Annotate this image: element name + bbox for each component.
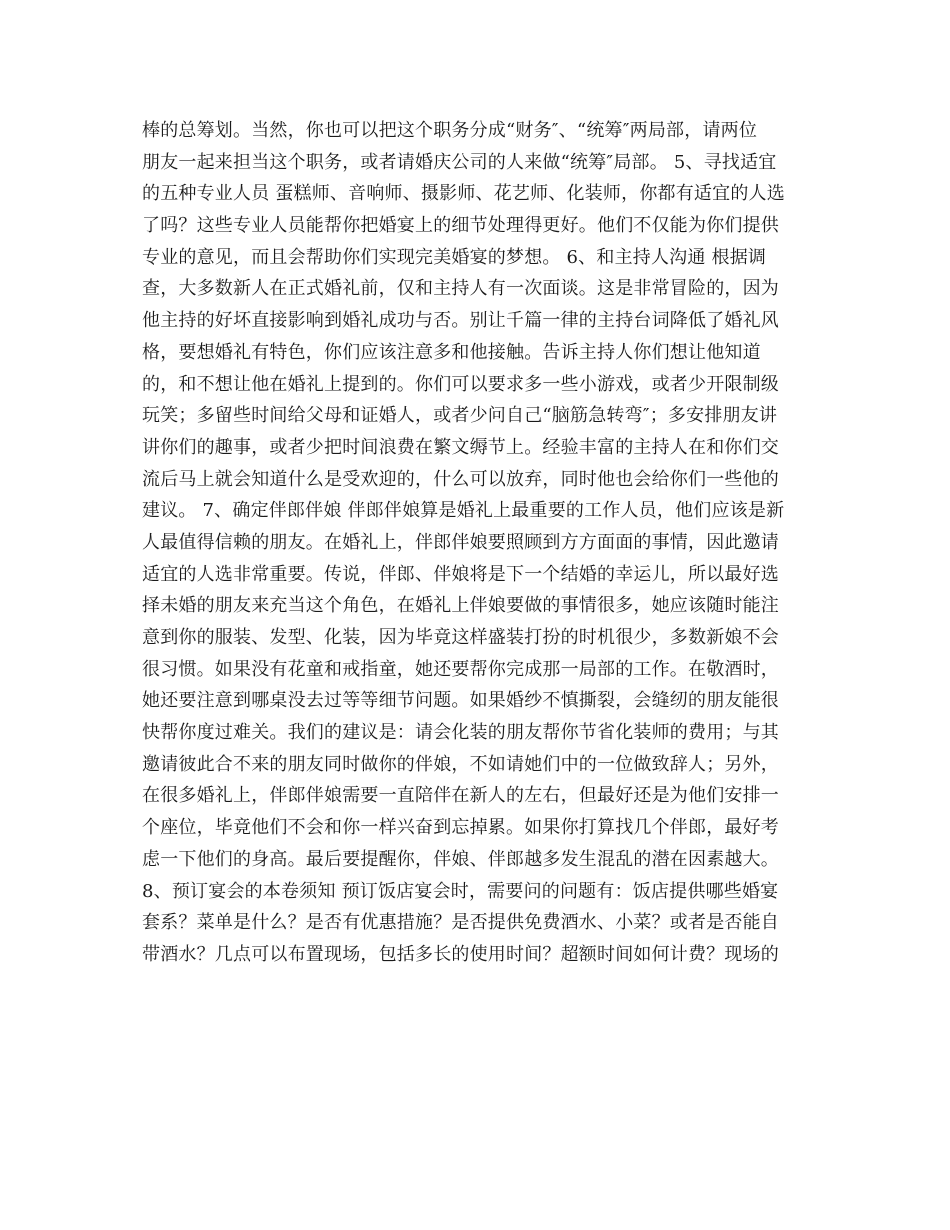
text-line: 人最值得信赖的朋友。在婚礼上，伴郎伴娘要照顾到方方面面的事情，因此邀请 <box>142 531 779 553</box>
text-line: 流后马上就会知道什么是受欢迎的，什么可以放弃，同时他也会给你们一些他的 <box>142 468 779 490</box>
text-line: 专业的意见，而且会帮助你们实现完美婚宴的梦想。 6、和主持人沟通 根据调 <box>142 246 767 268</box>
text-line: 棒的总筹划。当然，你也可以把这个职务分成“财务″、“统筹″两局部，请两位 <box>142 120 758 141</box>
text-line: 8、预订宴会的本卷须知 预订饭店宴会时，需要问的问题有：饭店提供哪些婚宴 <box>142 880 779 902</box>
text-line: 玩笑；多留些时间给父母和证婚人，或者少问自己“脑筋急转弯″；多安排朋友讲 <box>142 405 778 427</box>
text-line: 虑一下他们的身高。最后要提醒你，伴娘、伴郎越多发生混乱的潜在因素越大。 <box>142 848 779 870</box>
text-line: 适宜的人选非常重要。传说，伴郎、伴娘将是下一个结婚的幸运儿，所以最好选 <box>142 563 779 585</box>
text-line: 套系？菜单是什么？是否有优惠措施？是否提供免费酒水、小菜？或者是否能自 <box>142 912 779 934</box>
text-line: 个座位，毕竟他们不会和你一样兴奋到忘掉累。如果你打算找几个伴郎，最好考 <box>142 817 779 839</box>
text-line: 格，要想婚礼有特色，你们应该注意多和他接触。告诉主持人你们想让他知道 <box>142 341 761 363</box>
text-line: 建议。 7、确定伴郎伴娘 伴郎伴娘算是婚礼上最重要的工作人员，他们应该是新 <box>142 500 785 522</box>
text-line: 查，大多数新人在正式婚礼前，仅和主持人有一次面谈。这是非常冒险的，因为 <box>142 278 779 300</box>
text-line: 的五种专业人员 蛋糕师、音响师、摄影师、花艺师、化装师，你都有适宜的人选 <box>142 183 785 205</box>
text-line: 她还要注意到哪桌没去过等等细节问题。如果婚纱不慎撕裂，会缝纫的朋友能很 <box>142 690 779 712</box>
text-line: 择未婚的朋友来充当这个角色，在婚礼上伴娘要做的事情很多，她应该随时能注 <box>142 595 779 617</box>
text-line: 讲你们的趣事，或者少把时间浪费在繁文缛节上。经验丰富的主持人在和你们交 <box>142 436 779 458</box>
text-line: 很习惯。如果没有花童和戒指童，她还要帮你完成那一局部的工作。在敬酒时， <box>142 658 779 680</box>
text-line: 意到你的服装、发型、化装，因为毕竟这样盛装打扮的时机很少，多数新娘不会 <box>142 627 779 648</box>
text-line: 的，和不想让他在婚礼上提到的。你们可以要求多一些小游戏，或者少开限制级 <box>142 373 779 395</box>
text-line: 快帮你度过难关。我们的建议是：请会化装的朋友帮你节省化装师的费用；与其 <box>142 722 779 744</box>
text-line: 了吗？这些专业人员能帮你把婚宴上的细节处理得更好。他们不仅能为你们提供 <box>142 215 779 237</box>
text-line: 邀请彼此合不来的朋友同时做你的伴娘，不如请她们中的一位做致辞人；另外， <box>142 753 779 775</box>
body-text <box>142 115 812 971</box>
text-line: 带酒水？几点可以布置现场，包括多长的使用时间？超额时间如何计费？现场的 <box>142 943 779 965</box>
text-line: 朋友一起来担当这个职务，或者请婚庆公司的人来做“统筹″局部。 5、寻找适宜 <box>142 151 777 173</box>
text-line: 在很多婚礼上，伴郎伴娘需要一直陪伴在新人的左右，但最好还是为他们安排一 <box>142 785 779 807</box>
text-line: 他主持的好坏直接影响到婚礼成功与否。别让千篇一律的主持台词降低了婚礼风 <box>142 310 779 332</box>
